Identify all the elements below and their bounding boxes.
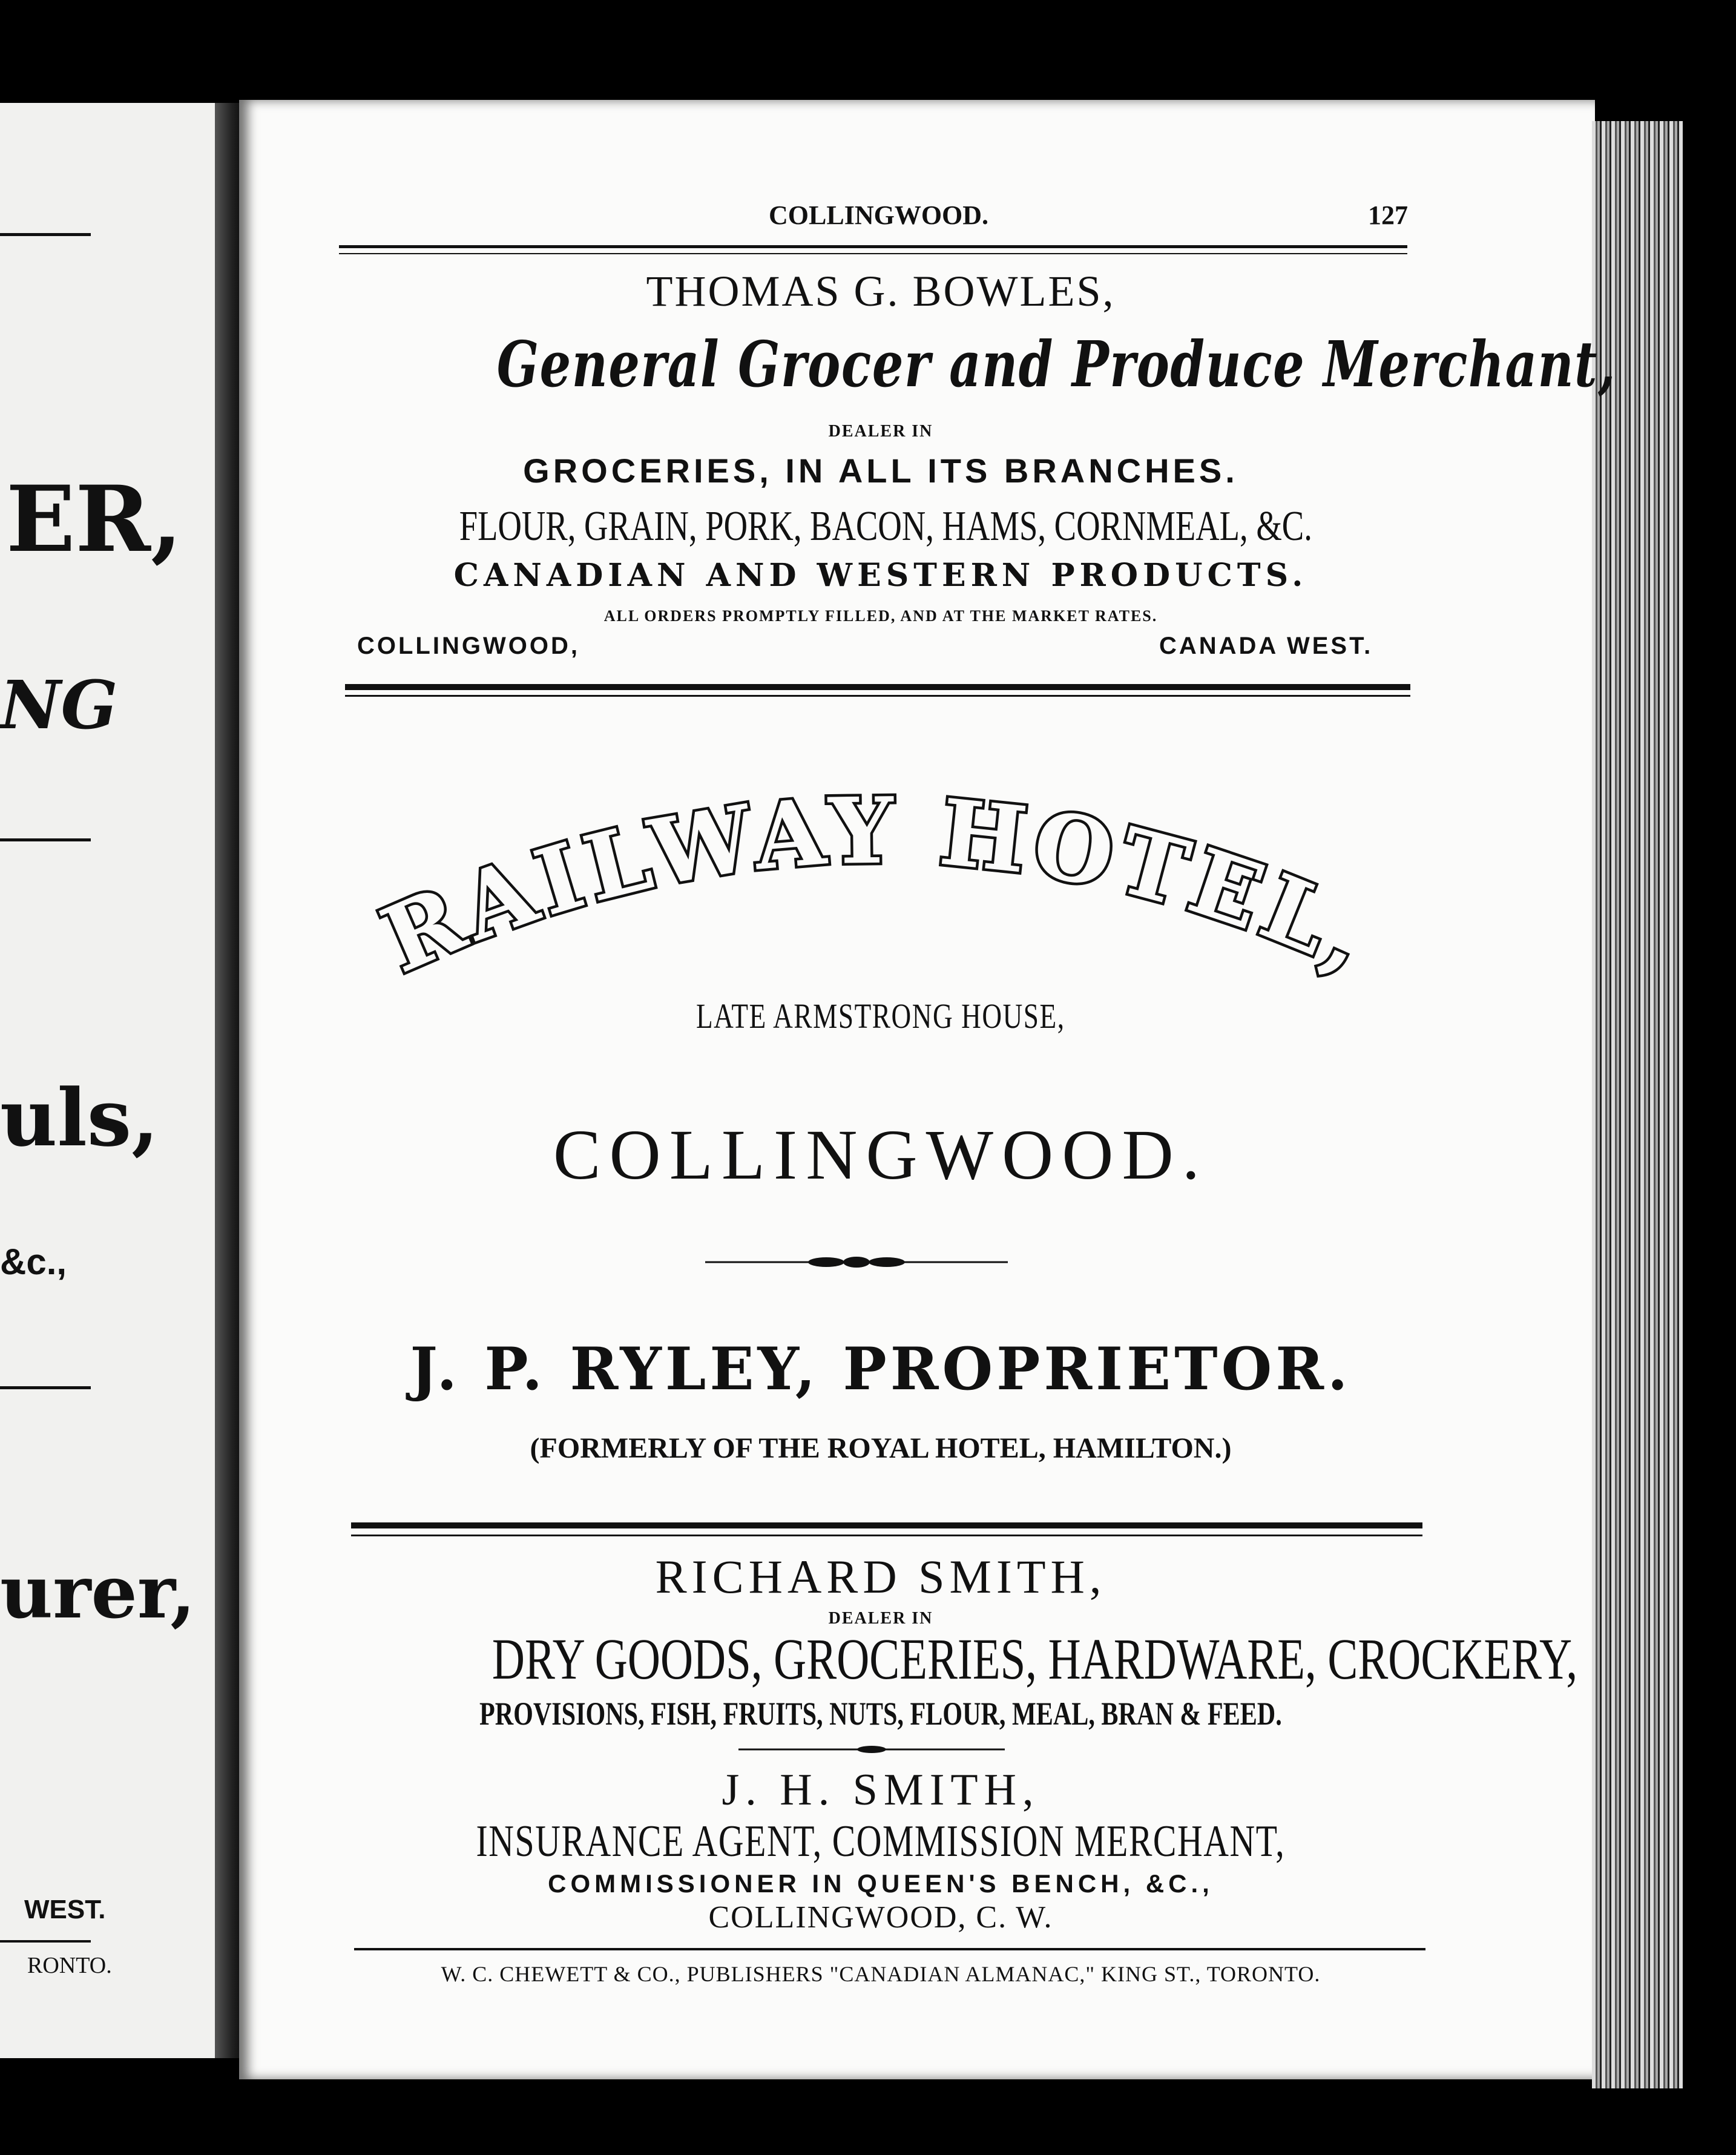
section-rule	[351, 1522, 1422, 1528]
page-number: 127	[1368, 200, 1408, 230]
left-page-text: RONTO.	[27, 1953, 112, 1978]
section-rule	[351, 1535, 1422, 1536]
jh-smith-commissioner: COMMISSIONER IN QUEEN'S BENCH, &C.,	[548, 1869, 1214, 1898]
section-rule	[345, 695, 1410, 697]
left-page-text: WEST.	[24, 1895, 106, 1924]
ornamental-divider	[738, 1743, 1005, 1755]
bowles-goods-wrap	[339, 502, 1422, 551]
running-head: COLLINGWOOD.	[769, 200, 989, 230]
richard-smith-goods-wrap	[339, 1625, 1578, 1693]
left-page-text: &c.,	[0, 1242, 67, 1282]
jh-smith-occupation: INSURANCE AGENT, COMMISSION MERCHANT,	[476, 1817, 1286, 1866]
hotel-town: COLLINGWOOD.	[553, 1115, 1209, 1194]
section-rule	[345, 684, 1410, 690]
bowles-products: CANADIAN AND WESTERN PRODUCTS.	[453, 557, 1308, 594]
bowles-name: THOMAS G. BOWLES,	[646, 267, 1116, 315]
bowles-business: General Grocer and Produce Merchant,	[496, 327, 1616, 401]
richard-smith-goods: DRY GOODS, GROCERIES, HARDWARE, CROCKERY,	[492, 1627, 1578, 1691]
hotel-subtitle: LATE ARMSTRONG HOUSE,	[696, 996, 1065, 1036]
ornamental-divider	[705, 1253, 1008, 1271]
header-rule	[339, 245, 1407, 248]
richard-smith-dealer-in: DEALER IN	[828, 1609, 933, 1628]
left-page-text: ER,	[6, 466, 183, 573]
left-page-rule	[0, 838, 91, 841]
bowles-orders: ALL ORDERS PROMPTLY FILLED, AND AT THE MARKET RATES.	[603, 607, 1158, 625]
railway-hotel-title: RAILWAY HOTEL,	[367, 777, 1389, 994]
richard-smith-provisions: PROVISIONS, FISH, FRUITS, NUTS, FLOUR, MEAL, BRAN & FEED.	[479, 1696, 1282, 1732]
bowles-region: CANADA WEST.	[1159, 633, 1373, 659]
header-rule	[339, 253, 1407, 254]
bowles-groceries: GROCERIES, IN ALL ITS BRANCHES.	[523, 452, 1238, 490]
bowles-town: COLLINGWOOD,	[357, 633, 580, 659]
richard-smith-provisions-wrap	[339, 1695, 1422, 1732]
bowles-goods: FLOUR, GRAIN, PORK, BACON, HAMS, CORNMEAL, &C.	[459, 503, 1312, 550]
hotel-proprietor: J. P. RYLEY, PROPRIETOR.	[410, 1335, 1352, 1403]
footer-rule	[354, 1948, 1425, 1950]
hotel-formerly: (FORMERLY OF THE ROYAL HOTEL, HAMILTON.)	[530, 1432, 1232, 1464]
richard-smith-name: RICHARD SMITH,	[655, 1550, 1106, 1603]
publisher-footer: W. C. CHEWETT & CO., PUBLISHERS "CANADIAN ALMANAC," KING ST., TORONTO.	[441, 1962, 1321, 1986]
left-page-text: NG	[0, 666, 118, 744]
jh-smith-town: COLLINGWOOD, C. W.	[708, 1900, 1053, 1935]
left-page-rule	[0, 233, 91, 236]
svg-text:RAILWAY HOTEL,	[367, 777, 1389, 993]
hotel-subtitle-wrap	[339, 996, 1422, 1036]
book-page-edges	[1592, 121, 1683, 2088]
left-page-rule	[0, 1386, 91, 1389]
bowles-dealer-in: DEALER IN	[828, 422, 933, 441]
left-page-rule	[0, 1940, 91, 1943]
jh-smith-occupation-wrap	[339, 1816, 1422, 1867]
left-page-fragment	[0, 103, 230, 2058]
jh-smith-name: J. H. SMITH,	[722, 1765, 1040, 1815]
left-page-text: uls,	[0, 1071, 159, 1164]
left-page-text: urer,	[0, 1550, 196, 1635]
bowles-business-wrap	[339, 327, 1616, 401]
